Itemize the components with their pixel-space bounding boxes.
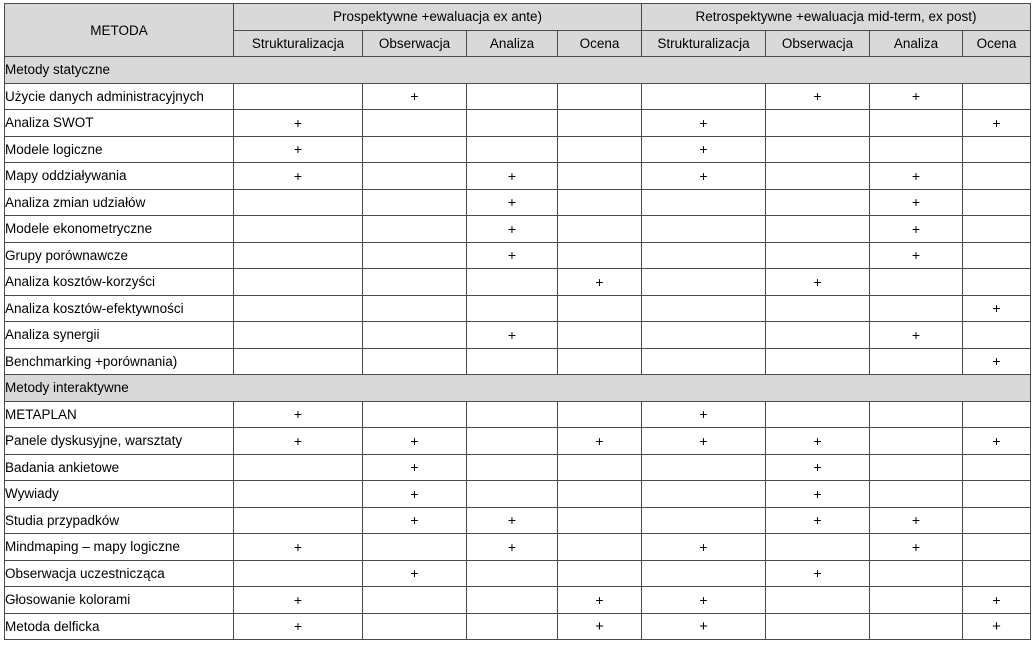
mark-cell: [467, 401, 558, 428]
method-label: Modele ekonometryczne: [5, 216, 234, 243]
mark-cell: [870, 295, 963, 322]
mark-cell: [363, 534, 467, 561]
mark-cell: +: [558, 587, 642, 614]
mark-cell: [467, 587, 558, 614]
mark-cell: +: [467, 242, 558, 269]
mark-cell: +: [234, 401, 363, 428]
mark-cell: +: [870, 189, 963, 216]
mark-cell: [963, 242, 1031, 269]
mark-cell: +: [467, 216, 558, 243]
mark-cell: +: [766, 428, 870, 455]
mark-cell: +: [363, 481, 467, 508]
table-row: [5, 269, 1031, 296]
mark-cell: [766, 216, 870, 243]
table-row: [5, 216, 1031, 243]
prospective-group-header: Prospektywne +ewaluacja ex ante): [234, 4, 642, 31]
mark-cell: [558, 534, 642, 561]
methods-table: [4, 3, 1031, 640]
mark-cell: [766, 189, 870, 216]
mark-cell: [766, 534, 870, 561]
mark-cell: +: [963, 587, 1031, 614]
mark-cell: [363, 269, 467, 296]
mark-cell: [467, 136, 558, 163]
mark-cell: [467, 295, 558, 322]
column-header: Ocena: [963, 30, 1031, 57]
mark-cell: [870, 348, 963, 375]
mark-cell: [963, 189, 1031, 216]
method-label: Badania ankietowe: [5, 454, 234, 481]
mark-cell: +: [467, 322, 558, 349]
mark-cell: [963, 454, 1031, 481]
mark-cell: +: [467, 189, 558, 216]
method-label: Analiza kosztów-efektywności: [5, 295, 234, 322]
mark-cell: [642, 481, 766, 508]
mark-cell: [870, 401, 963, 428]
mark-cell: [363, 295, 467, 322]
mark-cell: +: [363, 428, 467, 455]
column-header: Strukturalizacja: [642, 30, 766, 57]
mark-cell: +: [234, 110, 363, 137]
section-row: [5, 375, 1031, 402]
mark-cell: [234, 481, 363, 508]
mark-cell: +: [234, 534, 363, 561]
mark-cell: [558, 401, 642, 428]
mark-cell: +: [467, 507, 558, 534]
mark-cell: [642, 560, 766, 587]
mark-cell: +: [963, 428, 1031, 455]
mark-cell: [558, 454, 642, 481]
mark-cell: [467, 613, 558, 640]
mark-cell: [363, 110, 467, 137]
mark-cell: [234, 348, 363, 375]
mark-cell: [870, 428, 963, 455]
mark-cell: +: [870, 83, 963, 110]
mark-cell: +: [766, 560, 870, 587]
mark-cell: [870, 136, 963, 163]
table-row: [5, 454, 1031, 481]
mark-cell: +: [642, 587, 766, 614]
method-label: Benchmarking +porównania): [5, 348, 234, 375]
mark-cell: [363, 348, 467, 375]
mark-cell: [234, 242, 363, 269]
mark-cell: [558, 322, 642, 349]
table-row: [5, 295, 1031, 322]
mark-cell: [642, 322, 766, 349]
section-row: [5, 57, 1031, 84]
table-row: [5, 481, 1031, 508]
method-label: Użycie danych administracyjnych: [5, 83, 234, 110]
table-row: [5, 110, 1031, 137]
mark-cell: [558, 110, 642, 137]
column-header: Obserwacja: [766, 30, 870, 57]
column-header: Obserwacja: [363, 30, 467, 57]
mark-cell: +: [642, 534, 766, 561]
mark-cell: +: [642, 136, 766, 163]
mark-cell: [766, 110, 870, 137]
mark-cell: [870, 110, 963, 137]
mark-cell: +: [870, 507, 963, 534]
mark-cell: [963, 534, 1031, 561]
mark-cell: [766, 587, 870, 614]
mark-cell: [642, 216, 766, 243]
mark-cell: +: [870, 322, 963, 349]
mark-cell: [642, 348, 766, 375]
mark-cell: [963, 136, 1031, 163]
method-label: Grupy porównawcze: [5, 242, 234, 269]
mark-cell: +: [234, 613, 363, 640]
mark-cell: [234, 322, 363, 349]
mark-cell: [363, 613, 467, 640]
mark-cell: +: [766, 269, 870, 296]
mark-cell: [363, 136, 467, 163]
method-label: Wywiady: [5, 481, 234, 508]
mark-cell: [642, 242, 766, 269]
method-label: Metoda delficka: [5, 613, 234, 640]
mark-cell: +: [363, 560, 467, 587]
mark-cell: [558, 481, 642, 508]
table-row: [5, 83, 1031, 110]
mark-cell: [234, 269, 363, 296]
mark-cell: [963, 83, 1031, 110]
mark-cell: +: [642, 163, 766, 190]
section-title: Metody statyczne: [5, 57, 1031, 84]
mark-cell: +: [766, 507, 870, 534]
mark-cell: [963, 216, 1031, 243]
retrospective-group-header: Retrospektywne +ewaluacja mid-term, ex post): [642, 4, 1031, 31]
mark-cell: [870, 587, 963, 614]
method-label: Studia przypadków: [5, 507, 234, 534]
table-row: [5, 587, 1031, 614]
mark-cell: [963, 163, 1031, 190]
mark-cell: [363, 401, 467, 428]
table-row: [5, 613, 1031, 640]
mark-cell: [558, 295, 642, 322]
mark-cell: +: [766, 83, 870, 110]
mark-cell: [558, 83, 642, 110]
mark-cell: [234, 454, 363, 481]
method-label: Panele dyskusyjne, warsztaty: [5, 428, 234, 455]
table-row: [5, 507, 1031, 534]
mark-cell: +: [363, 454, 467, 481]
method-label: Analiza zmian udziałów: [5, 189, 234, 216]
mark-cell: +: [558, 428, 642, 455]
mark-cell: [467, 454, 558, 481]
mark-cell: +: [642, 401, 766, 428]
mark-cell: [963, 507, 1031, 534]
mark-cell: +: [766, 454, 870, 481]
mark-cell: +: [642, 613, 766, 640]
mark-cell: [870, 481, 963, 508]
mark-cell: [766, 401, 870, 428]
mark-cell: [766, 163, 870, 190]
mark-cell: +: [766, 481, 870, 508]
mark-cell: +: [467, 534, 558, 561]
mark-cell: [363, 163, 467, 190]
mark-cell: [870, 269, 963, 296]
mark-cell: [363, 242, 467, 269]
mark-cell: +: [234, 163, 363, 190]
mark-cell: [642, 295, 766, 322]
mark-cell: [467, 481, 558, 508]
mark-cell: [234, 189, 363, 216]
mark-cell: [558, 163, 642, 190]
mark-cell: [558, 507, 642, 534]
mark-cell: +: [467, 163, 558, 190]
mark-cell: [963, 401, 1031, 428]
mark-cell: [234, 295, 363, 322]
mark-cell: +: [363, 507, 467, 534]
table-row: [5, 189, 1031, 216]
mark-cell: [363, 587, 467, 614]
mark-cell: +: [234, 136, 363, 163]
mark-cell: +: [963, 110, 1031, 137]
mark-cell: [766, 295, 870, 322]
mark-cell: [766, 242, 870, 269]
table-row: [5, 428, 1031, 455]
mark-cell: [467, 83, 558, 110]
mark-cell: [467, 428, 558, 455]
method-label: METAPLAN: [5, 401, 234, 428]
mark-cell: [558, 136, 642, 163]
mark-cell: [642, 454, 766, 481]
mark-cell: [558, 348, 642, 375]
method-label: Mapy oddziaływania: [5, 163, 234, 190]
mark-cell: [642, 189, 766, 216]
mark-cell: [642, 507, 766, 534]
mark-cell: [363, 216, 467, 243]
mark-cell: [234, 216, 363, 243]
mark-cell: +: [963, 295, 1031, 322]
mark-cell: [467, 560, 558, 587]
mark-cell: [963, 322, 1031, 349]
table-row: [5, 242, 1031, 269]
table-row: [5, 348, 1031, 375]
column-header: Analiza: [870, 30, 963, 57]
mark-cell: [766, 348, 870, 375]
mark-cell: +: [363, 83, 467, 110]
method-label: Analiza synergii: [5, 322, 234, 349]
method-label: Głosowanie kolorami: [5, 587, 234, 614]
mark-cell: [870, 454, 963, 481]
mark-cell: +: [642, 428, 766, 455]
method-label: Analiza SWOT: [5, 110, 234, 137]
mark-cell: [870, 613, 963, 640]
mark-cell: +: [870, 216, 963, 243]
mark-cell: +: [234, 587, 363, 614]
column-header: Strukturalizacja: [234, 30, 363, 57]
table-row: [5, 401, 1031, 428]
mark-cell: [234, 507, 363, 534]
table-row: [5, 534, 1031, 561]
column-header: Analiza: [467, 30, 558, 57]
method-label: Modele logiczne: [5, 136, 234, 163]
mark-cell: +: [963, 348, 1031, 375]
mark-cell: +: [870, 242, 963, 269]
mark-cell: [234, 560, 363, 587]
mark-cell: +: [963, 613, 1031, 640]
method-label: Analiza kosztów-korzyści: [5, 269, 234, 296]
mark-cell: [558, 189, 642, 216]
method-label: Mindmaping – mapy logiczne: [5, 534, 234, 561]
table-row: [5, 560, 1031, 587]
mark-cell: +: [234, 428, 363, 455]
mark-cell: [963, 481, 1031, 508]
mark-cell: +: [870, 163, 963, 190]
mark-cell: [558, 216, 642, 243]
mark-cell: +: [558, 269, 642, 296]
table-body: [5, 57, 1031, 640]
mark-cell: [467, 348, 558, 375]
mark-cell: [642, 269, 766, 296]
mark-cell: [766, 322, 870, 349]
mark-cell: [963, 269, 1031, 296]
mark-cell: [963, 560, 1031, 587]
mark-cell: +: [642, 110, 766, 137]
mark-cell: [234, 83, 363, 110]
mark-cell: [363, 189, 467, 216]
mark-cell: [642, 83, 766, 110]
method-label: Obserwacja uczestnicząca: [5, 560, 234, 587]
column-header: Ocena: [558, 30, 642, 57]
section-title: Metody interaktywne: [5, 375, 1031, 402]
table-row: [5, 322, 1031, 349]
mark-cell: [467, 269, 558, 296]
mark-cell: +: [558, 613, 642, 640]
table-row: [5, 163, 1031, 190]
mark-cell: [766, 613, 870, 640]
mark-cell: [467, 110, 558, 137]
method-header: METODA: [5, 4, 234, 57]
mark-cell: [766, 136, 870, 163]
mark-cell: [870, 560, 963, 587]
mark-cell: +: [870, 534, 963, 561]
mark-cell: [558, 560, 642, 587]
mark-cell: [363, 322, 467, 349]
table-row: [5, 136, 1031, 163]
mark-cell: [558, 242, 642, 269]
